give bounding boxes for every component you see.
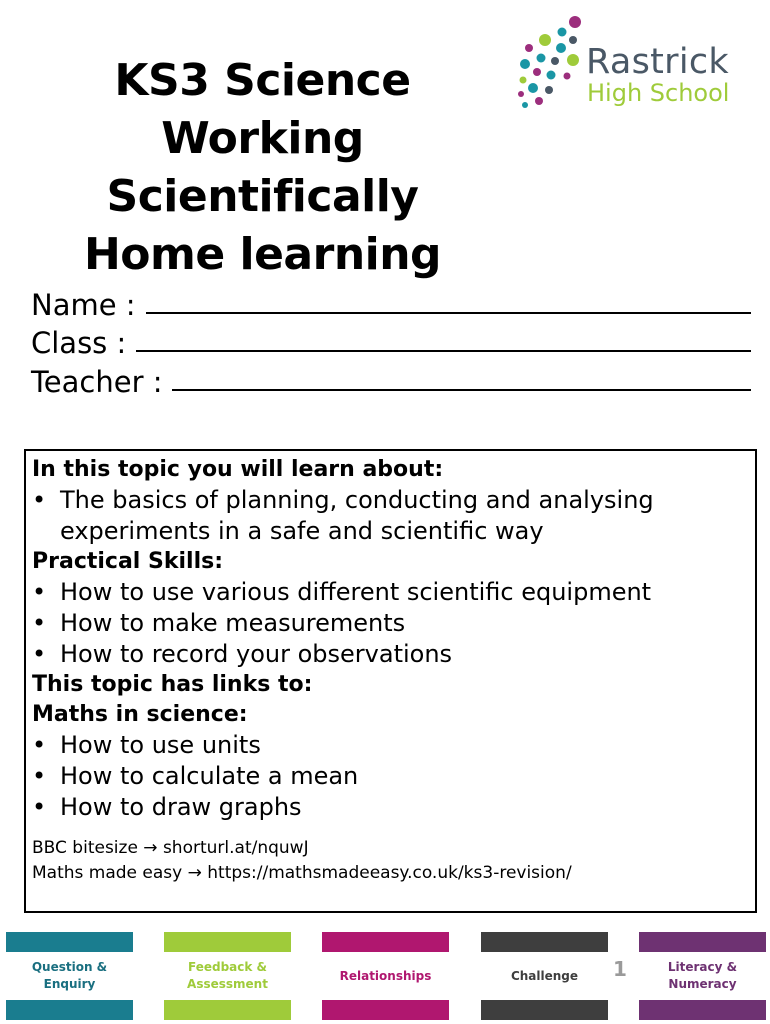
title-line: Scientifically [106, 171, 419, 222]
logo-subtitle: High School [587, 79, 730, 107]
title-line: KS3 Science [114, 55, 411, 106]
tile-question-enquiry [6, 932, 133, 1020]
school-logo [515, 14, 760, 114]
tile-label: Challenge [510, 968, 579, 983]
practical-list [32, 577, 755, 670]
list-item: • How to record your observations [32, 639, 755, 670]
list-item: • The basics of planning, conducting and analysing experiments in a safe and scientific way [32, 485, 755, 547]
links-heading: This topic has links to: [32, 672, 313, 697]
teacher-label: Teacher : [31, 364, 163, 399]
learn-heading: In this topic you will learn about: [32, 457, 444, 482]
name-label: Name : [31, 287, 136, 322]
class-line[interactable] [136, 350, 751, 352]
tile-bar [6, 932, 133, 952]
class-field[interactable] [31, 323, 751, 362]
tile-bar [639, 932, 766, 952]
tile-label: Relationships [339, 968, 432, 983]
class-label: Class : [31, 326, 127, 360]
list-item: • How to draw graphs [32, 792, 755, 823]
teacher-field[interactable] [31, 361, 751, 400]
maths-made-easy-link[interactable]: Maths made easy → https://mathsmadeeasy.co.uk/ks3-revision/ [32, 863, 572, 883]
maths-heading: Maths in science: [32, 702, 248, 727]
bbc-bitesize-link[interactable]: BBC bitesize → shorturl.at/nquwJ [32, 838, 309, 858]
list-item: • How to calculate a mean [32, 761, 755, 792]
list-item: • How to make measurements [32, 608, 755, 639]
tile-bar [322, 932, 449, 952]
practical-heading: Practical Skills: [32, 549, 223, 574]
list-item: • How to use units [32, 730, 755, 761]
topic-box [24, 449, 757, 913]
resource-links [32, 836, 755, 886]
logo-name: Rastrick [586, 42, 729, 82]
teacher-line[interactable] [172, 389, 751, 391]
tile-feedback-assessment [164, 932, 291, 1020]
tile-label: Literacy & Numeracy [667, 960, 738, 991]
maths-list [32, 730, 755, 823]
tile-literacy-numeracy [639, 932, 766, 1020]
tile-relationships [322, 932, 449, 1020]
title-line: Working [161, 113, 364, 164]
tile-challenge [481, 932, 608, 1020]
student-details [31, 284, 751, 400]
title-line: Home learning [83, 229, 442, 280]
name-field[interactable] [31, 284, 751, 323]
tile-bar [481, 932, 608, 952]
learn-list [32, 485, 755, 547]
page-number: 1 [613, 957, 627, 981]
tile-label: Feedback & Assessment [187, 960, 268, 991]
tile-bar [639, 1000, 766, 1020]
tile-label: Question & Enquiry [31, 960, 108, 991]
page-title [0, 52, 525, 284]
tile-bar [164, 932, 291, 952]
tile-bar [481, 1000, 608, 1020]
tile-bar [164, 1000, 291, 1020]
tile-bar [6, 1000, 133, 1020]
logo-dots-icon [515, 14, 585, 114]
tile-bar [322, 1000, 449, 1020]
name-line[interactable] [146, 312, 751, 314]
list-item: • How to use various different scientific equipment [32, 577, 755, 608]
